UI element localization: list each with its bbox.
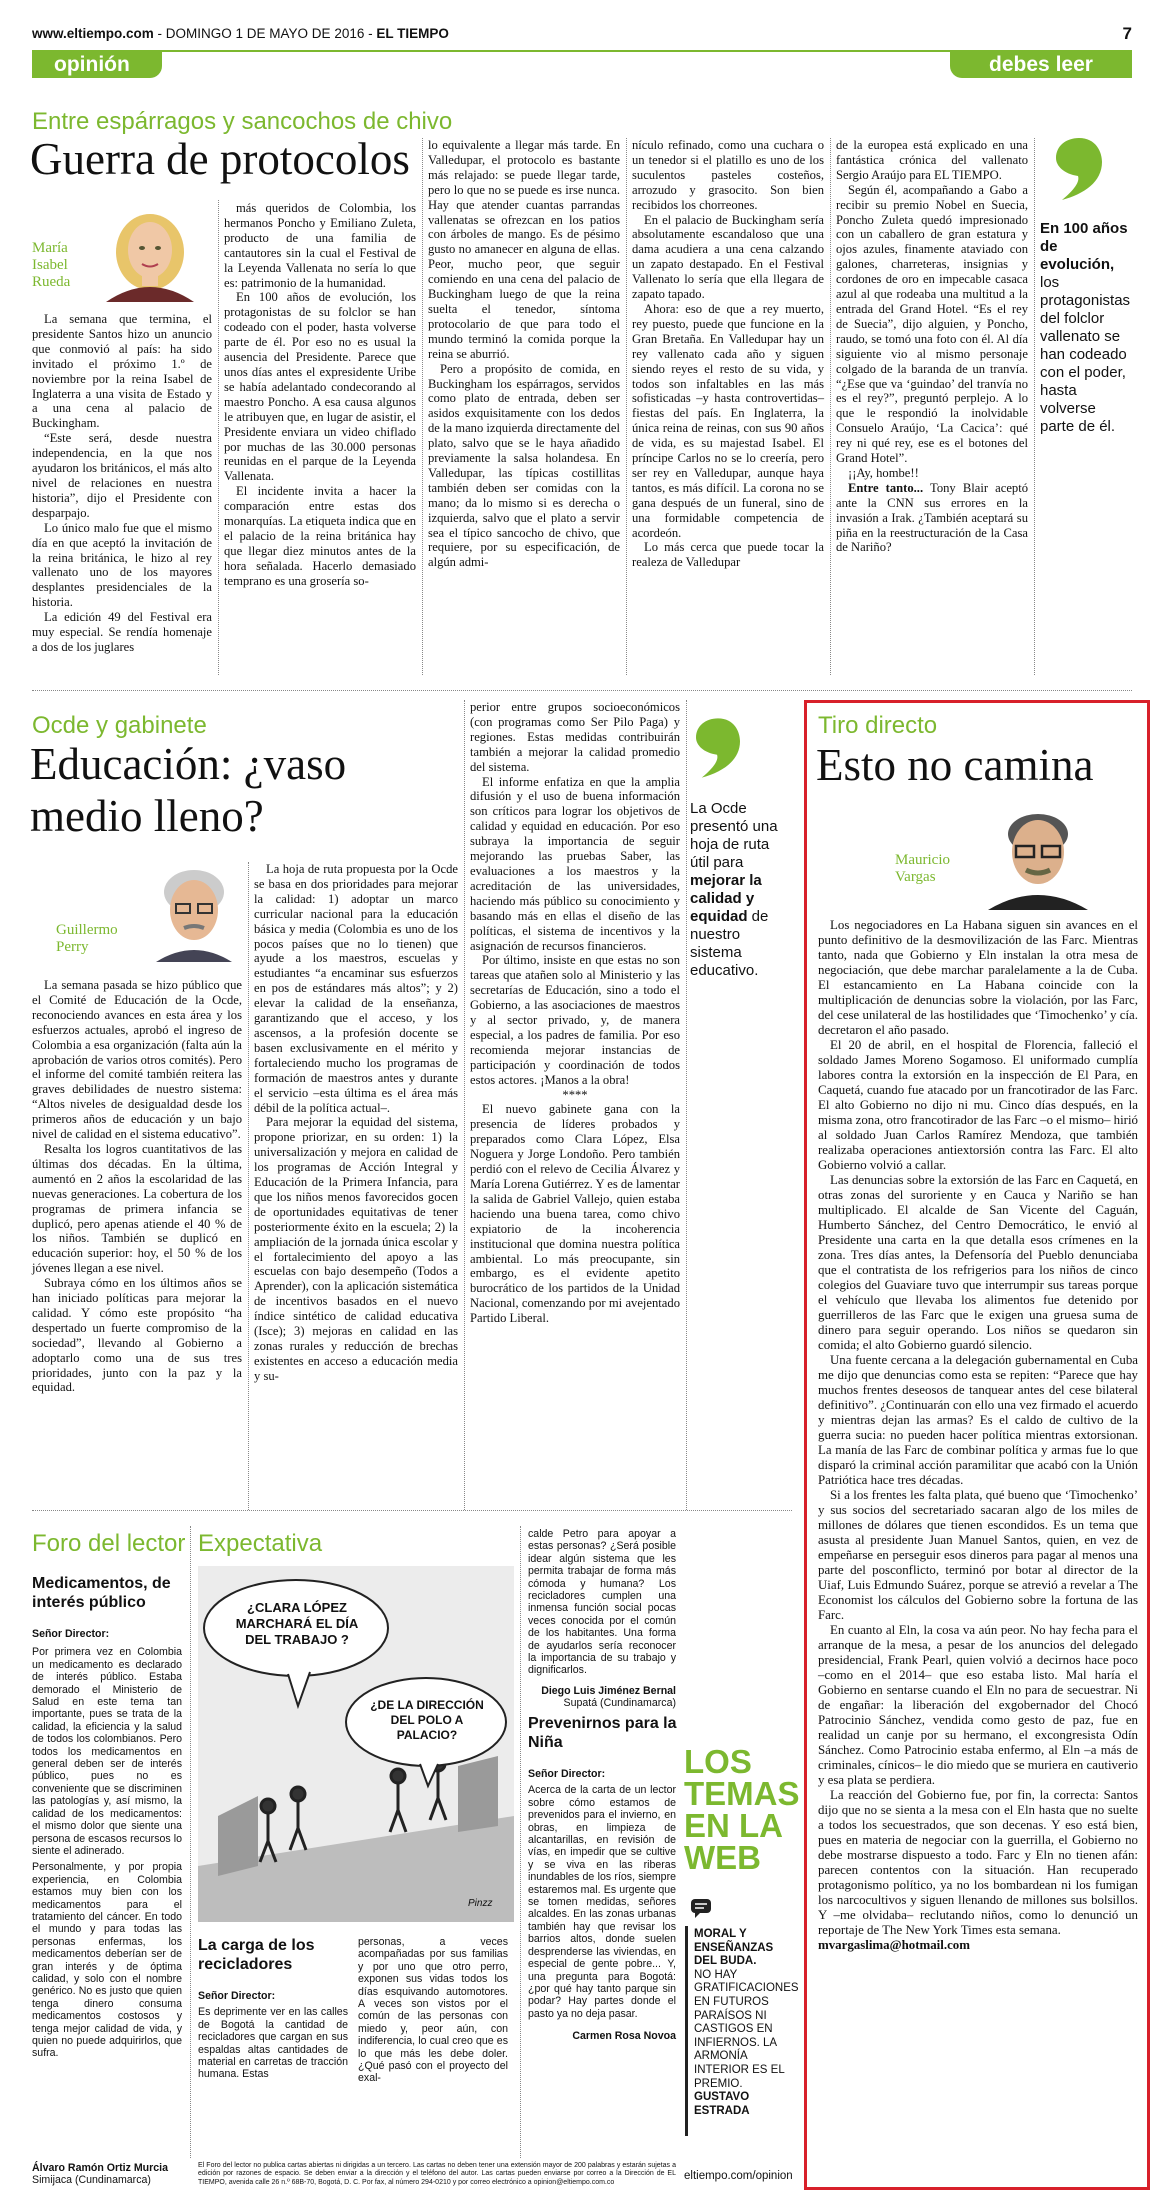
avatar-icon bbox=[984, 806, 1092, 910]
article3-body bbox=[818, 918, 1138, 1953]
article1-column-4 bbox=[632, 138, 824, 570]
paragraph: Personalmente, y por propia experiencia, en Colombia estamos muy bien con los medicamentos para el tratamiento del cáncer. En todo el mundo y para todas las personas enfermas, los medicamentos deberían ser de gran interés y de óptima calidad, y solo con el nombre genérico. No es justo que quien tenga dinero consuma medicamentos costosos y tenga mejor calidad de vida, y quien no puede adquirirlos, que sufra. bbox=[32, 1861, 182, 2060]
paragraph: Acerca de la carta de un lector sobre cómo estamos de prevenidos para el invierno, en obras, en limpieza de alcantarillas, en revisión de vías, en impedir que se cultive y se viva en las riberas inundables de los ríos, siempre estaremos mal. Es urgente que se tomen medidas, señores alcaldes. En las zonas urbanas también hay que revisar los barrios altos, donde suelen desprenderse las viviendas, en especial de gente pobre... Y, una pregunta para Bogotá: ¿por qué hay tanto parque sin podar? Hay partes donde el pasto ya no deja pasar. bbox=[528, 1784, 676, 2020]
column-divider bbox=[190, 1526, 191, 2158]
item-title: MORAL Y ENSEÑANZAS DEL BUDA. bbox=[694, 1928, 774, 1968]
paragraph: Por último, insiste en que estas no son tareas que atañen solo al Ministerio y las secretarías de Educación, sino a todo el Gobierno, a las asociaciones de maestros y al sector privado, y, de manera especial, a los padres de familia. Por eso recomienda mejorar instancias de participación y coordinación de todos estos actores. ¡Manos a la obra! bbox=[470, 953, 680, 1087]
pull-quote-2 bbox=[690, 800, 790, 980]
paragraph: Una fuente cercana a la delegación gubernamental en Cuba me dijo que denuncias como esta se repiten: “Parece que hay muchos frentes deseosos de tanquear antes del cese bilateral definitivo”. ¿Continuarán con ello una vez firmado el acuerdo y mientras dejan las armas? Es el caldo de cultivo de la guerra sucia: no pueden hacer política mientras extorsionan. La manía de las Farc de combinar política y armas fue lo que disparó la criminal acción paramilitar que acabó con la Unión Patriótica hace tres décadas. bbox=[818, 1353, 1138, 1487]
letter1-body bbox=[32, 1628, 182, 2060]
letter2-body-col1 bbox=[198, 1990, 348, 2081]
article2-kicker: Ocde y gabinete bbox=[32, 712, 207, 739]
paragraph: Las denuncias sobre la extorsión de las Farc en Caquetá, en otras zonas del suroriente y en Cauca y Nariño se han multiplicado. El alcalde de San Vicente del Caguán, Humberto Sánchez, del Centro Democrático, le envió al Presidente una carta en la que detalla esos crímenes en la zona. Tres días antes, la Defensoría del Pueblo denunciaba que el contratista de los refrigerios para los niños de cinco colegios del Guaviare tuvo que interrumpir sus tareas porque el vehículo que llevaba los alimentos fue detenido por guerrilleros de las Farc que le exigen una gruesa suma de dinero para seguir operando. Los niños se quedaron sin comida; el alto Gobierno guardó silencio. bbox=[818, 1173, 1138, 1352]
paragraph: Lo más cerca que puede tocar la realeza de Valledupar bbox=[632, 540, 824, 570]
section-tab-label: opinión bbox=[54, 53, 130, 76]
editorial-cartoon bbox=[198, 1566, 514, 1922]
heading-line: LOS bbox=[684, 1743, 752, 1780]
letter1-title: Medicamentos, de interés público bbox=[32, 1575, 171, 1611]
section-tab-debes-leer[interactable] bbox=[950, 52, 1132, 78]
heading-line: TEMAS bbox=[684, 1775, 800, 1812]
paragraph: Si a los frentes les falta plata, qué bueno que ‘Timochenko’ y sus socios del secretariado sacaran algo de los miles de millones de dólares que tienen escondidos. Es un tema que asusta al presidente Juan Manuel Santos, quien, en vez de empeñarse en perseguir esos dineros para pagar al menos una parte del posconflicto, terminó por botar al director de la Uiaf, Luis Edmundo Suárez, porque se atrevió a revelar a The Economist los cálculos del Gobierno sobre la fortuna de las Farc. bbox=[818, 1488, 1138, 1622]
article3-title: Esto no camina bbox=[816, 740, 1094, 790]
paragraph: Por primera vez en Colombia un medicamento es declarado de interés público. Estaba demorado el Ministerio de Salud en este tema tan importante, pues se trata de la calidad, la eficiencia y la salud de todos los colombianos. Pero todos los medicamentos en general deben ser de interés público, pues no es conveniente que se discriminen las patologías y, así mismo, la calidad de los medicamentos: el mismo dolor que siente una persona de escasos recursos lo siente el adinerado. bbox=[32, 1646, 182, 1857]
heading-line: WEB bbox=[684, 1839, 761, 1876]
paragraph: perior entre grupos socioeconómicos (con programas como Ser Pilo Paga) y regiones. Estas medidas contribuirán también a mejorar la calidad promedio del sistema. bbox=[470, 700, 680, 774]
section-divider bbox=[32, 1510, 792, 1511]
letter2-title: La carga de los recicladores bbox=[198, 1937, 315, 1973]
paragraph: La semana que termina, el presidente Santos hizo un anuncio que conmovió al país: ha sido invitado el próximo 1.º de noviembre por la reina Isabel de Inglaterra a una visita de Estado y a una cena al palacio de Buckingham. bbox=[32, 312, 212, 431]
avatar bbox=[96, 192, 204, 302]
pull-quote-bold: mejorar la calidad y equidad bbox=[690, 872, 762, 925]
masthead bbox=[32, 26, 1132, 48]
paragraph: calde Petro para apoyar a estas personas? ¿Será posible idear algún sistema que les permita trabajar de forma más cómoda y humana? Los recicladores cumplen una inmensa función social pocas veces conocida por el común de los habitantes. Una forma de ayudarlos sería reconocer la importancia de su trabajo y dignificarlos. bbox=[528, 1528, 676, 1677]
site-url[interactable]: www.eltiempo.com bbox=[32, 26, 154, 41]
paragraph: Lo único malo fue que el mismo día en que aceptó la invitación de la reina británica, le hizo al rey vallenato uno de los mayores desplantes presidenciales de la historia. bbox=[32, 520, 212, 610]
paragraph: Ahora: eso de que a rey muerto, rey puesto, puede que funcione en la Gran Bretaña. En Valledupar hay un rey vallenato cada año y siguen siendo reyes el resto de su vida, y todos son infaltables en las más sofisticadas –y hasta controvertidas– fiestas del país. En Inglaterra, la única reina de reinas, con sus 90 años de vida, es su majestad Isabel. El príncipe Carlos no se lo creería, pero ser rey en Valledupar, aunque haya tantos, es más difícil. La corona no se gana después de un funeral, sino de una formidable competencia de acordeón. bbox=[632, 301, 824, 540]
title-line: medio lleno? bbox=[30, 791, 264, 841]
paragraph: Para mejorar la equidad del sistema, propone priorizar, en su orden: 1) la universalización y mejora en calidad de los programas de Acción Integral y Educación de la Primera Infancia, para que los niños menos favorecidos gocen de oportunidades equitativas de tener posteriormente éxito en la escuela; 2) la ampliación de la jornada única escolar y el fortalecimiento del apoyo a las escuelas con bajo desempeño (Todos a Aprender), con la aplicación sistemática de incentivos basados en el nuevo índice sintético de calidad educativa (Isce); 3) mejoras en calidad en las zonas rurales y reducción de brechas existentes en acceso a educación media y su- bbox=[254, 1115, 458, 1383]
paragraph: Resalta los logros cuantitativos de las últimas dos décadas. En la última, aumentó en 2 años la escolaridad de las nuevas generaciones. La cobertura de los programas de primera infancia se duplicó, pero apenas atiende el 40 % de los niños. También se duplicó en educación superior: hoy, el 50 % de los jóvenes llegan a ese nivel. bbox=[32, 1141, 242, 1276]
item-text: NO HAY GRATIFICACIONES EN FUTUROS PARAÍSOS NI CASTIGOS EN INFIERNOS. LA ARMONÍA INTERIOR ES EL PREMIO. bbox=[694, 1968, 799, 2090]
expectativa-title: Expectativa bbox=[198, 1530, 323, 1557]
letter3-body bbox=[528, 1768, 676, 2043]
article3-kicker: Tiro directo bbox=[818, 712, 938, 739]
pull-quote-text: los protagonistas del folclor vallenato se han codeado con el poder, hasta volverse parte de él. bbox=[1040, 274, 1131, 435]
paragraph: El informe enfatiza en que la amplia difusión y el uso de buena información son críticos para lograr los objetivos de calidad y equidad en educación. Por eso subraya la importancia de seguir mejorando las pruebas Saber, las evaluaciones a los maestros y la acreditación de las universidades, haciendo más público su conocimiento y basando más en ellas el diseño de las políticas, el sistema de incentivos y la asignación de recursos financieros. bbox=[470, 774, 680, 953]
paragraph: La edición 49 del Festival era muy especial. Se rendía homenaje a dos de los juglares bbox=[32, 610, 212, 654]
paragraph: El incidente invita a hacer la comparación entre estas dos monarquías. La etiqueta indica que en el palacio de la reina británica hay que llegar diez minutos antes de la hora señalada. Hacerlo demasiado temprano es una grosería so- bbox=[224, 484, 416, 588]
paragraph: lo equivalente a llegar más tarde. En Valledupar, el protocolo es bastante más relajado: se puede llegar tarde, pero lo que no se puede es irse nunca. Hay que atender cuantas parrandas vallenatas se ofrezcan en los patios con árboles de mango. Es de pésimo gusto no amanecer en alguna de ellas. Peor, mucho peor, que seguir comiendo en una cena del palacio de Buckingham luego de que la reina suelta el tenedor, síntoma protocolario de que para todo el mundo terminó la comida porque la reina se aburrió. bbox=[428, 138, 620, 361]
avatar bbox=[984, 806, 1092, 910]
cartoon-bubble-2: ¿DE LA DIRECCIÓN DEL POLO A PALACIO? bbox=[370, 1698, 484, 1742]
letter3-title: Prevenirnos para la Niña bbox=[528, 1715, 677, 1751]
letter2-body-col2 bbox=[358, 1936, 508, 2085]
section-tab-opinion[interactable] bbox=[32, 52, 162, 78]
article2-column-2 bbox=[254, 862, 458, 1384]
paragraph: En cuanto al Eln, la cosa va aún peor. No hay fecha para el arranque de la mesa, a pesar de los anuncios del delegado presidencial, Frank Pearl, quien volvió a decirnos hace poco –como en el 2014– que eso estaba listo. Mal haría el Gobierno en sentarse cuando el Eln no para de secuestrar. Ni de engañar: la liberación del exgobernador del Chocó Patrocinio Sánchez, vendida como gesto de paz, fue en realidad un canje por su hermano, el excongresista Odín Sánchez. Como Patrocinio estaba enfermo, al Eln –a más de criminales, cínicos– le dio miedo que se muriera en cautiverio y esa plata se perdiera. bbox=[818, 1623, 1139, 1787]
author-name: Vargas bbox=[895, 869, 936, 885]
paragraph: nículo refinado, como una cuchara o un tenedor si el platillo es uno de los suculentos pasteles costeños, arrozudo y grasocito. Son bien recibidos los chorreones. bbox=[632, 138, 824, 212]
paragraph: Subraya cómo en los últimos años se han iniciado políticas para mejorar la calidad. Y cómo este propósito “ha despertado un fuerte compromiso de la sociedad”, llevando al Gobierno a adoptarlo como una de sus tres prioridades, junto con la paz y la equidad. bbox=[32, 1276, 242, 1395]
column-divider bbox=[830, 138, 831, 675]
article2-title bbox=[30, 738, 346, 842]
salutation: Señor Director: bbox=[198, 1990, 276, 2002]
article1-title: Guerra de protocolos bbox=[30, 134, 410, 184]
quote-mark-icon bbox=[696, 718, 740, 778]
column-divider bbox=[464, 700, 465, 1510]
temas-web-bar bbox=[685, 1926, 688, 2136]
opinion-url[interactable]: eltiempo.com/opinion bbox=[684, 2170, 793, 2182]
letter2-body-col3 bbox=[528, 1528, 676, 1710]
paragraph: Pero a propósito de comida, en Buckingham los espárragos, servidos como plato de entrada, deben ser asidos exquisitamente con los dedos de la mano izquierda directamente del plato, salvo que se le haya añadido previamente la salsa holandesa. En Valledupar, las típicas costillitas también deben ser comidas con la mano; da lo mismo si es derecha o izquierda, salvo que el plato a servir sea el típico sancocho de chivo, que requiere, por su especificación, de algún admi- bbox=[428, 361, 620, 570]
issue-date: - DOMINGO 1 DE MAYO DE 2016 - bbox=[157, 26, 373, 41]
article1-kicker: Entre espárragos y sancochos de chivo bbox=[32, 108, 453, 135]
paragraph: Los negociadores en La Habana siguen sin avances en el punto definitivo de la desmovilización de las Farc. Mientras tanto, nada que Gobierno y Eln instalan la otra mesa de negociación, que debe marchar paralelamente a la de Cuba. El estancamiento en La Habana coincide con la multiplicación de denuncias sobre la violación, por las Farc, del cese unilateral de las hostilidades que ‘Timochenko’ y cía. decretaron el año pasado. bbox=[818, 918, 1138, 1037]
signature: Álvaro Ramón Ortiz Murcia bbox=[32, 2162, 168, 2174]
paragraph: La reacción del Gobierno fue, por fin, la correcta: Santos dijo que no se sienta a la mesa con el Eln hasta que no suelte a todos los secuestrados, que son decenas. Y eso está bien, pues en materia de negociar con la guerrilla, el Gobierno no debe mostrarse dispuesto a todo. Farc y Eln no tienen afán: parecen contentos con la situación. Han recuperado protagonismo político, ya no los bombardean ni los fumigan los narcocultivos y siguen llenando de millones sus bolsillos. Y –me olvidaba– reclutando niños, como lo denunció un reportaje de The New York Times esta semana. bbox=[818, 1788, 1138, 1937]
author-name: María Isabel Rueda bbox=[32, 240, 71, 290]
article3-author bbox=[895, 852, 995, 886]
paragraph: La semana pasada se hizo público que el Comité de Educación de la Ocde, reconociendo avances en esta área y los esfuerzos actuales, aprobó el ingreso de Colombia a esa organización (falta aún la aprobación de varios otros comités). Pero el informe del comité también reitera las graves debilidades de nuestro sistema: “Altos niveles de desigualdad desde los primeros años de educación y un bajo nivel de calidad en el sistema educativo”. bbox=[32, 978, 242, 1142]
paragraph: de la europea está explicado en una fantástica crónica del vallenato Sergio Araújo para EL TIEMPO. bbox=[836, 138, 1028, 182]
paragraph: En el palacio de Buckingham sería absolutamente escandaloso que una dama acudiera a una cena calzando un zapato destapado. En el Festival Vallenato lo sería que ella llegara de zapato tapado. bbox=[632, 212, 824, 302]
pull-quote-text: La Ocde presentó una hoja de ruta útil para bbox=[690, 800, 778, 871]
title-line: Educación: ¿vaso bbox=[30, 739, 347, 789]
foro-section-title: Foro del lector bbox=[32, 1530, 186, 1557]
column-divider bbox=[1034, 138, 1035, 675]
separator-stars: **** bbox=[562, 1087, 588, 1102]
article1-author bbox=[32, 240, 94, 291]
temas-web-heading bbox=[684, 1743, 800, 1876]
article1-column-3 bbox=[428, 138, 620, 570]
paragraph: “Este será, desde nuestra independencia, en la que nos ayudaron los británicos, el más alto nivel de relaciones en nuestra historia”, dijo el Presidente con desparpajo. bbox=[32, 431, 212, 520]
paragraph: Es deprimente ver en las calles de Bogotá la cantidad de recicladores que cargan en sus espaldas altas cantidades de material en carretas de tracción humana. Estas bbox=[198, 2006, 348, 2081]
paragraph: ¡¡Ay, hombe!! bbox=[848, 465, 919, 480]
paragraph: El 20 de abril, en el hospital de Florencia, falleció el soldado James Moreno Sogamoso. El uniformado cumplía labores contra la extorsión en la inspección de El Para, en Caquetá, cuando fue atacado por un francotirador de las Farc. El alto Gobierno no dijo ni mu. Cinco días después, en la misma zona, otro francotirador de las Farc –o el mismo– hirió al soldado Juan Carlos Ramírez Mendoza, que también realizaba operaciones antiextorsión contra las Farc. El alto Gobierno volvió a callar. bbox=[818, 1038, 1138, 1172]
author-name: Mauricio bbox=[895, 852, 950, 868]
entre-tanto-text: Tony Blair aceptó ante la CNN sus errores en la invasión a Irak. ¿También aceptará su piña en la reestructuración de la Casa de Nariño? bbox=[836, 480, 1029, 555]
pull-quote-text: de nuestro sistema educativo. bbox=[690, 908, 769, 979]
column-divider bbox=[218, 200, 219, 675]
paper-name: EL TIEMPO bbox=[376, 26, 449, 41]
author-name: Guillermo Perry bbox=[56, 922, 118, 955]
salutation: Señor Director: bbox=[528, 1768, 606, 1780]
section-tab-label: debes leer bbox=[989, 53, 1093, 76]
comment-icon bbox=[690, 1898, 712, 1918]
article1-column-5 bbox=[836, 138, 1028, 555]
paragraph: más queridos de Colombia, los hermanos Poncho y Emiliano Zuleta, producto de una familia de cantautores sin la cual el Festival de la Leyenda Vallenata no sería lo que es: patrimonio de la humanidad. bbox=[224, 201, 416, 290]
column-divider bbox=[626, 138, 627, 675]
paragraph: La hoja de ruta propuesta por la Ocde se basa en dos prioridades para mejorar la calidad: 1) adoptar un marco curricular nacional para la educación básica y media (Colombia es uno de los pocos países que no lo tienen) que ayude a los maestros, escuelas y estudiantes “a encaminar sus esfuerzos en pos de estándares más altos”; y 2) elevar la calidad de la enseñanza, garantizando que el acceso, y los ascensos, a la profesión docente se basen exclusivamente en el mérito y fortaleciendo mucho los programas de formación de maestros antes y durante el servicio –esta última es el área más débil de la política actual–. bbox=[254, 862, 458, 1115]
article2-column-3 bbox=[470, 700, 680, 1326]
avatar-icon bbox=[150, 862, 238, 962]
column-divider bbox=[520, 1526, 521, 2158]
quote-mark-icon bbox=[1056, 138, 1102, 200]
reader-forum-disclaimer: El Foro del lector no publica cartas abiertas ni dirigidas a un tercero. Las cartas no deben tener una extensión mayor de 200 palabras y estarán sujetas a edición por razones de espacio. Se deben enviar a la dirección y el teléfono del autor. Las cartas pueden enviarse por correo a la Dirección de EL TIEMPO, avenida calle 26 n.º 68B-70, Bogotá, D. C. Por fax, al número 294-0210 y por correo electrónico a opinion@eltiempo.com.co bbox=[198, 2162, 676, 2186]
article2-column-1 bbox=[32, 978, 242, 1395]
letter1-signature bbox=[32, 2162, 192, 2187]
column-divider bbox=[686, 700, 687, 1510]
section-divider bbox=[32, 690, 1132, 691]
paragraph: Según él, acompañando a Gabo a recibir su premio Nobel en Suecia, Poncho Zuleta quedó impresionado con un caballero de gran estatura y ojos azules, finamente ataviado con galones, charreteras, insignias y cordones de oro en impecable casaca azul al que rodeaba una multitud a la entrada del Grand Hotel. “Es el rey de Suecia”, dijo alguien, y Poncho, raudo, se tomó una foto con él. Al día siguiente vio al mismo personaje colgado de la baranda de un tranvía. “¿Ese que va ‘guindao’ del tranvía no es el rey?”, preguntó perplejo. A lo que le respondió la inolvidable Consuelo Araújo, ‘La Cacica’: qué rey ni qué rey, ese es el botones del Grand Hotel”. bbox=[836, 182, 1028, 466]
entre-tanto-label: Entre tanto... bbox=[848, 480, 924, 495]
signature-place: Supatá (Cundinamarca) bbox=[563, 1697, 676, 1710]
column-divider bbox=[422, 138, 423, 675]
temas-web-item[interactable] bbox=[694, 1928, 799, 2118]
article2-author bbox=[56, 922, 136, 956]
paragraph: El nuevo gabinete gana con la presencia de líderes probados y preparados como Clara López, Elsa Noguera y Jorge Londoño. Pero también perdió con el relevo de Cecilia Álvarez y María Lorena Gutiérrez. Y es de lamentar la salida de Gabriel Vallejo, quien estaba haciendo una buena tarea, como chivo expiatorio de la incoherencia institucional que domina nuestra política ambiental. Lo más preocupante, sin embargo, es el evidente apetito burocrático de los partidos de la Unidad Nacional, comenzando por mi avejentado Partido Liberal. bbox=[470, 1102, 680, 1326]
cartoon-signature: Pinzz bbox=[468, 1898, 493, 1909]
item-author: GUSTAVO ESTRADA bbox=[694, 2091, 750, 2117]
salutation: Señor Director: bbox=[32, 1628, 110, 1640]
author-email[interactable]: mvargaslima@hotmail.com bbox=[818, 1938, 970, 1952]
paragraph: En 100 años de evolución, los protagonistas de su folclor se han codeado con el poder, hasta volverse parte de él. Por eso no es usual la ausencia del Presidente. Parece que unos días antes el expresidente Uribe se había adelantado condecorando al maestro Poncho. A esa causa algunos le atribuyen que, en lugar de asistir, el Presidente enviara un video chiflado por muchas de las 30.000 personas reunidas en el parque de la Leyenda Vallenata. bbox=[224, 290, 416, 484]
pull-quote-bold: En 100 años de evolución, bbox=[1040, 220, 1128, 273]
signature: Carmen Rosa Novoa bbox=[572, 2030, 676, 2043]
heading-line: EN LA bbox=[684, 1807, 783, 1844]
article1-column-2 bbox=[224, 201, 416, 589]
column-divider bbox=[248, 862, 249, 1510]
cartoon-bubble-1: ¿CLARA LÓPEZ MARCHARÁ EL DÍA DEL TRABAJO ? bbox=[235, 1600, 359, 1647]
signature-place: Simijaca (Cundinamarca) bbox=[32, 2174, 151, 2187]
signature: Diego Luis Jiménez Bernal bbox=[541, 1684, 676, 1697]
avatar-icon bbox=[96, 192, 204, 302]
avatar bbox=[150, 862, 238, 962]
article1-column-1 bbox=[32, 312, 212, 655]
paragraph: personas, a veces acompañadas por sus familias y por uno que otro perro, exponen sus vidas todos los días esquivando automotores. A veces son vistos por el común de las personas con miedo y, peor aún, con indiferencia, lo cual creo que es lo que más les debe doler. ¿Qué pasó con el proyecto del exal- bbox=[358, 1936, 508, 2085]
pull-quote-1 bbox=[1040, 220, 1132, 436]
page-number: 7 bbox=[1122, 24, 1132, 43]
